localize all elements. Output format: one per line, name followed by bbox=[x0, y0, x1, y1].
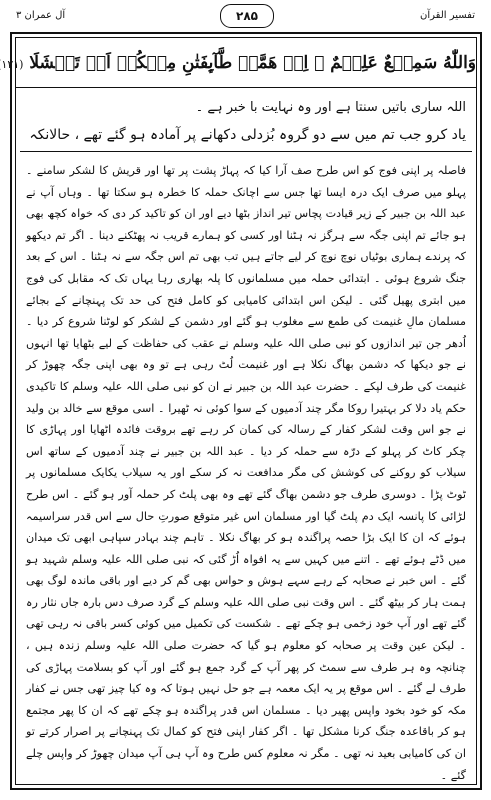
book-title: تفسیر القرآن bbox=[420, 10, 475, 21]
page-header bbox=[8, 4, 483, 30]
arabic-verse bbox=[1, 38, 476, 90]
page-frame bbox=[1, 32, 482, 790]
arabic-verse-text: وَاللّٰهُ سَمِيۡعٌ عَلِيۡمٌ ۚ اِذۡ هَمَّتۡ طَّآٮِٕفَتٰنِ مِنۡكُمۡ اَنۡ تَفۡشَلَا bbox=[29, 53, 476, 73]
surah-label: آل عمران ۳ bbox=[16, 10, 66, 21]
commentary-text: فاصلہ پر اپنی فوج کو اس طرح صف آرا کیا کہ پہاڑ پشت پر تھا اور قریش کا لشکر سامنے ۔ پہلو میں صرف ایک درہ ایسا تھا جس سے اچانک حملہ کا خطرہ ہو سکتا تھا ۔ وہاں آپ نے عبد اللہ بن جبیر کے زیر قیادت پچاس تیر انداز بٹھا دیے اور ان کو تاکید کر دی کہ خواہ کچھ بھی ہو جائے تم اپنی جگہ سے ہرگز نہ ہٹنا اور کسی کو ہمارے قریب نہ پھٹکنے دینا ۔ اگر تم دیکھو کہ پرندے ہماری بوٹیاں نوچ نوچ کر لیے جاتے ہیں تب بھی تم اس جگہ سے نہ ہٹنا ۔ اس کے بعد جنگ شروع ہوئی ۔ ابتدائی حملہ میں مسلمانوں کا پلہ بھاری رہا یہاں تک کہ مقابل کی فوج میں ابتری پھیل گئی ۔ لیکن اس ابتدائی کامیابی کو کامل فتح کی حد تک پہنچانے کے بجائے مسلمان مالِ غنیمت کی طمع سے مغلوب ہو گئے اور دشمن کے لشکر کو لوٹنا شروع کر دیا ۔ اُدھر جن تیر اندازوں کو نبی صلی اللہ علیہ وسلم نے عقب کی حفاظت کے لیے بٹھایا تھا انہوں نے جو دیکھا کہ دشمن بھاگ نکلا ہے اور غنیمت لُٹ رہی ہے تو وہ بھی اپنی جگہ چھوڑ کر غنیمت کی طرف لپکے ۔ حضرت عبد اللہ بن جبیر نے ان کو نبی صلی اللہ علیہ وسلم کا تاکیدی حکم یاد دلا کر بہتیرا روکا مگر چند آدمیوں کے سوا کوئی نہ ٹھیرا ۔ اسی موقع سے خالد بن ولید نے جو اس وقت لشکر کفار کے رسالہ کی کمان کر رہے تھے بروقت فائدہ اٹھایا اور پہاڑی کا چکر کاٹ کر پہلو کے درّہ سے حملہ کر دیا ۔ عبد اللہ بن جبیر نے چند آدمیوں کے ساتھ اس سیلاب کو روکنے کی کوشش کی مگر مدافعت نہ کر سکے اور یہ سیلاب یکایک مسلمانوں پر ٹوٹ پڑا ۔ دوسری طرف جو دشمن بھاگ گئے تھے وہ بھی پلٹ کر حملہ آور ہو گئے ۔ اس طرح لڑائی کا پانسہ ایک دم پلٹ گیا اور مسلمان اس غیر متوقع صورتِ حال سے اس قدر سراسیمہ ہوئے کہ ان کا ایک بڑا حصہ پراگندہ ہو کر بھاگ نکلا ۔ تاہم چند بہادر سپاہی ابھی تک میدان میں ڈٹے ہوئے تھے ۔ اتنے میں کہیں سے یہ افواہ اُڑ گئی کہ نبی صلی اللہ علیہ وسلم شہید ہو گئے ۔ اس خبر نے صحابہ کے رہے سہے ہوش و حواس بھی گم کر دیے اور باقی ماندہ لوگ بھی ہمت ہار کر بیٹھ گئے ۔ اس وقت نبی صلی اللہ علیہ وسلم کے گرد صرف دس بارہ جاں نثار رہ گئے تھے اور آپ خود زخمی ہو چکے تھے ۔ شکست کی تکمیل میں کوئی کسر باقی نہ رہی تھی ۔ لیکن عین وقت پر صحابہ کو معلوم ہو گیا کہ حضرت صلی اللہ علیہ وسلم زندہ ہیں ، چنانچہ وہ ہر طرف سے سمٹ کر پھر آپ کے گرد جمع ہو گئے اور آپ کو بسلامت پہاڑی کی طرف لے گئے ۔ اس موقع پر یہ ایک معمہ ہے جو حل نہیں ہوتا کہ وہ کیا چیز تھی جس نے کفار مکہ کو خود بخود واپس پھیر دیا ۔ مسلمان اس قدر پراگندہ ہو چکے تھے کہ ان کا پھر مجتمع ہو کر باقاعدہ جنگ کرنا مشکل تھا ۔ اگر کفار اپنی فتح کو کمال تک پہنچانے پر اصرار کرتے تو ان کی کامیابی بعید نہ تھی ۔ مگر نہ معلوم کس طرح وہ آپ ہی آپ میدان چھوڑ کر واپس چلے گئے ۔ bbox=[26, 164, 466, 782]
divider bbox=[20, 151, 472, 152]
ayah-number: (۱۲۱ bbox=[1, 58, 24, 71]
page-number: ۲۸۵ bbox=[220, 4, 274, 28]
page-frame-inner bbox=[1, 37, 477, 785]
verse-band bbox=[1, 38, 476, 88]
translation-line-2: یاد کرو جب تم میں سے دو گروہ بُزدلی دکھانے پر آمادہ ہو گئے تھے ، حالانکہ bbox=[29, 127, 466, 143]
translation-line-1: اللہ ساری باتیں سنتا ہے اور وہ نہایت با خبر ہے ۔ bbox=[195, 100, 466, 115]
